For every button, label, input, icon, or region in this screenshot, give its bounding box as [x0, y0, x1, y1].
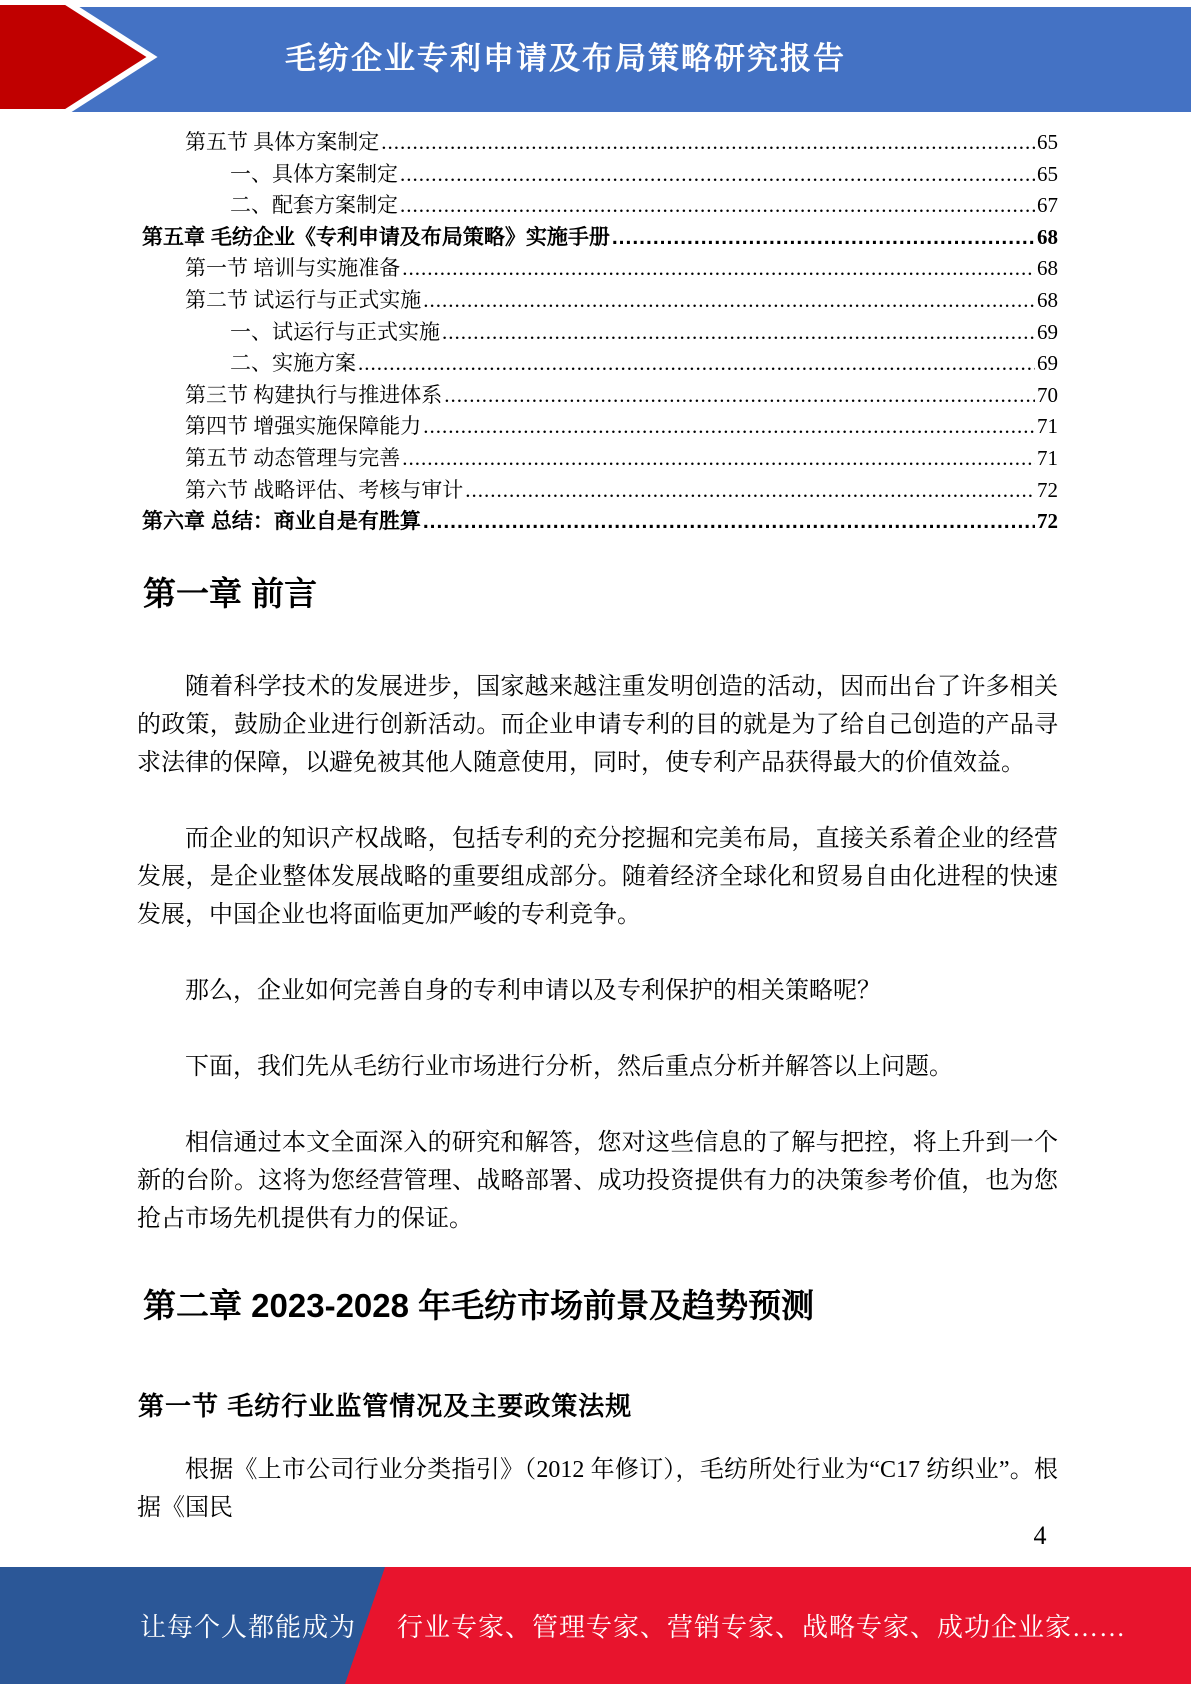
toc-entry-label: 第一节 培训与实施准备 [185, 256, 401, 281]
toc-leader-dots [423, 506, 1035, 538]
report-title: 毛纺企业专利申请及布局策略研究报告 [285, 41, 846, 76]
paragraph: 下面，我们先从毛纺行业市场进行分析，然后重点分析并解答以上问题。 [185, 1054, 953, 1080]
paragraph: 相信通过本文全面深入的研究和解答，您对这些信息的了解与把控，将上升到一个新的台阶。这将为您经营管理、战略部署、成功投资提供有力的决策参考价值，也为您抢占市场先机提供有力的保证。 [137, 1130, 1058, 1232]
toc-entry[interactable] [135, 317, 1058, 349]
toc-entry[interactable] [135, 190, 1058, 222]
toc-leader-dots [423, 285, 1035, 317]
toc-leader-dots [465, 475, 1035, 507]
toc-entry[interactable] [135, 443, 1058, 475]
toc-leader-dots [423, 411, 1035, 443]
toc-entry[interactable] [135, 380, 1058, 412]
footer-slogan-right: 行业专家、管理专家、营销专家、战略专家、成功企业家…… [397, 1613, 1127, 1642]
toc-leader-dots [402, 443, 1035, 475]
toc-entry-label: 第六节 战略评估、考核与审计 [185, 477, 464, 502]
toc-entry-label: 二、配套方案制定 [230, 193, 398, 218]
paragraph: 而企业的知识产权战略，包括专利的充分挖掘和完美布局，直接关系着企业的经营发展，是企业整体发展战略的重要组成部分。随着经济全球化和贸易自由化进程的快速发展，中国企业也将面临更加严峻的专利竞争。 [137, 826, 1058, 928]
toc-entry-label: 第五节 具体方案制定 [185, 130, 380, 154]
toc-entry-label: 第五章 毛纺企业《专利申请及布局策略》实施手册 [142, 225, 610, 249]
toc-entry-page-number: 67 [1037, 193, 1058, 218]
toc-entry-page-number: 72 [1037, 477, 1058, 502]
toc-entry[interactable] [135, 253, 1058, 285]
toc-entry[interactable] [135, 411, 1058, 443]
toc-entry-label: 第六章 总结：商业自是有胜算 [142, 510, 421, 534]
paragraph: 那么，企业如何完善自身的专利申请以及专利保护的相关策略呢？ [185, 978, 881, 1004]
toc-entry-label: 一、具体方案制定 [230, 161, 398, 186]
toc-entry-page-number: 68 [1037, 287, 1058, 312]
toc-entry-page-number: 69 [1037, 351, 1058, 376]
toc-entry-label: 第三节 构建执行与推进体系 [185, 382, 443, 407]
toc-entry-label: 第二节 试运行与正式实施 [185, 287, 422, 312]
toc-entry-page-number: 68 [1037, 256, 1058, 281]
chapter-1-heading: 第一章 前言 [143, 575, 318, 612]
toc-entry-page-number: 71 [1037, 445, 1058, 470]
toc-leader-dots [612, 222, 1035, 254]
toc-leader-dots [358, 348, 1035, 380]
toc-entry[interactable] [135, 222, 1058, 254]
paragraph: 随着科学技术的发展进步，国家越来越注重发明创造的活动，因而出台了许多相关的政策，鼓励企业进行创新活动。而企业申请专利的目的就是为了给自己创造的产品寻求法律的保障，以避免被其他人随意使用，同时，使专利产品获得最大的价值效益。 [137, 674, 1058, 776]
toc-entry-page-number: 72 [1037, 509, 1058, 534]
toc-entry[interactable] [135, 127, 1058, 159]
toc-leader-dots [400, 190, 1035, 222]
footer-banner [0, 1567, 1191, 1684]
footer-slogan-left: 让每个人都能成为 [140, 1613, 357, 1642]
toc-entry[interactable] [135, 159, 1058, 191]
toc-entry[interactable] [135, 475, 1058, 507]
toc-entry-page-number: 65 [1037, 161, 1058, 186]
toc-entry-page-number: 71 [1037, 414, 1058, 439]
chapter-1-paragraphs [137, 668, 1058, 1238]
toc-entry-label: 第四节 增强实施保障能力 [185, 414, 422, 439]
section-1-heading: 第一节 毛纺行业监管情况及主要政策法规 [138, 1391, 633, 1421]
toc-entry[interactable] [135, 348, 1058, 380]
toc-leader-dots [442, 317, 1035, 349]
section-1-paragraph: 根据《上市公司行业分类指引》（2012 年修订），毛纺所处行业为“C17 纺织业”。根据《国民 [137, 1457, 1058, 1521]
toc-entry-label: 第五节 动态管理与完善 [185, 445, 401, 470]
toc-leader-dots [400, 159, 1035, 191]
toc-leader-dots [402, 253, 1035, 285]
toc-leader-dots [444, 380, 1035, 412]
toc-entry-label: 二、实施方案 [230, 351, 356, 376]
toc-entry-label: 一、试运行与正式实施 [230, 319, 440, 344]
toc-entry[interactable] [135, 506, 1058, 538]
toc-leader-dots [381, 127, 1035, 159]
toc-entry[interactable] [135, 285, 1058, 317]
page-number: 4 [1033, 1521, 1047, 1550]
toc-entry-page-number: 65 [1037, 130, 1058, 154]
toc [135, 127, 1058, 538]
chapter-2-heading: 第二章 2023-2028 年毛纺市场前景及趋势预测 [143, 1287, 815, 1324]
toc-entry-page-number: 68 [1037, 224, 1058, 249]
toc-entry-page-number: 69 [1037, 319, 1058, 344]
toc-entry-page-number: 70 [1037, 382, 1058, 407]
